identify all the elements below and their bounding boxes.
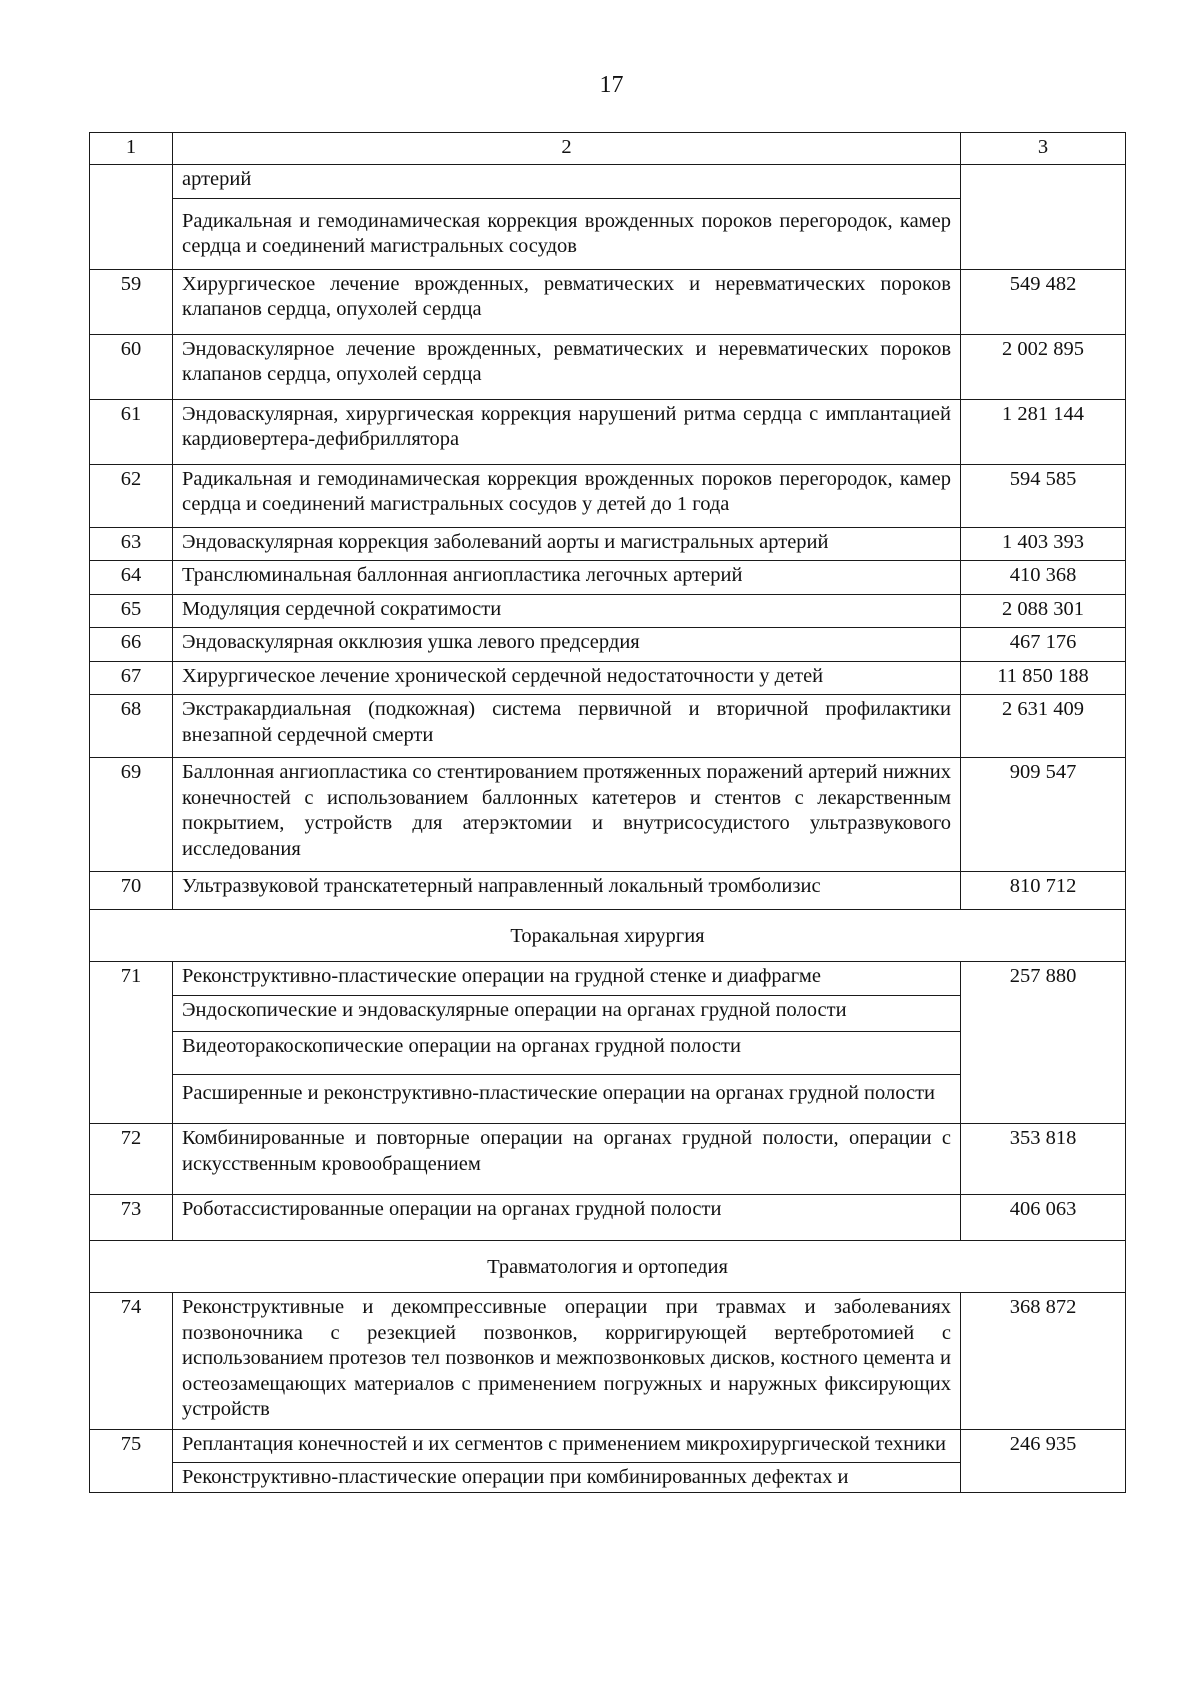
- table-row: [90, 661, 1126, 695]
- row-value: 2 002 895: [961, 334, 1126, 399]
- row-number: 66: [90, 628, 173, 662]
- header-row: [90, 133, 1126, 165]
- table-row: [90, 1429, 1126, 1463]
- row-number: 68: [90, 695, 173, 758]
- row-description: Реконструктивно-пластические операции на грудной стенке и диафрагме: [173, 962, 961, 996]
- row-number: 75: [90, 1429, 173, 1492]
- continuation-num-cell: [90, 165, 173, 270]
- row-number: 70: [90, 872, 173, 910]
- row-description: Роботассистированные операции на органах грудной полости: [173, 1195, 961, 1241]
- table-row: [90, 1124, 1126, 1195]
- row-value: 2 088 301: [961, 594, 1126, 628]
- row-number: 65: [90, 594, 173, 628]
- header-col-1: 1: [90, 133, 173, 165]
- table-row: [90, 758, 1126, 872]
- section-row-thoracic: [90, 909, 1126, 962]
- row-number: 67: [90, 661, 173, 695]
- procedures-table: [89, 132, 1126, 1493]
- table-row: [90, 464, 1126, 527]
- row-number: 63: [90, 527, 173, 561]
- row-value: 353 818: [961, 1124, 1126, 1195]
- section-row-trauma: [90, 1240, 1126, 1293]
- row-description: Ультразвуковой транскатетерный направленный локальный тромболизис: [173, 872, 961, 910]
- table-row: [90, 872, 1126, 910]
- table-row: [90, 527, 1126, 561]
- row-description: Модуляция сердечной сократимости: [173, 594, 961, 628]
- table-row: [90, 399, 1126, 464]
- row-description: Хирургическое лечение хронической сердечной недостаточности у детей: [173, 661, 961, 695]
- continuation-text-b: Радикальная и гемодинамическая коррекция врожденных пороков перегородок, камер сердца и соединений магистральных сосудов: [173, 198, 961, 269]
- row-number: 73: [90, 1195, 173, 1241]
- row-description: Эндоскопические и эндоваскулярные операции на органах грудной полости: [173, 995, 961, 1032]
- table-row: [90, 1293, 1126, 1430]
- section-title-thoracic: Торакальная хирургия: [90, 909, 1126, 962]
- row-description: Эндоваскулярная, хирургическая коррекция нарушений ритма сердца с имплантацией кардиовертера-дефибриллятора: [173, 399, 961, 464]
- row-description: Реплантация конечностей и их сегментов с применением микрохирургической техники: [173, 1429, 961, 1463]
- row-description: Реконструктивно-пластические операции при комбинированных дефектах и: [173, 1463, 961, 1493]
- row-description: Эндоваскулярная коррекция заболеваний аорты и магистральных артерий: [173, 527, 961, 561]
- table-row: [90, 561, 1126, 595]
- row-description: Экстракардиальная (подкожная) система первичной и вторичной профилактики внезапной сердечной смерти: [173, 695, 961, 758]
- row-value: 368 872: [961, 1293, 1126, 1430]
- row-value: 467 176: [961, 628, 1126, 662]
- page-number: 17: [599, 72, 624, 98]
- row-description: Эндоваскулярная окклюзия ушка левого предсердия: [173, 628, 961, 662]
- row-value: 594 585: [961, 464, 1126, 527]
- row-number: 71: [90, 962, 173, 1124]
- row-value: 406 063: [961, 1195, 1126, 1241]
- row-value: 810 712: [961, 872, 1126, 910]
- row-value: 909 547: [961, 758, 1126, 872]
- row-description: Эндоваскулярное лечение врожденных, ревматических и неревматических пороков клапанов сердца, опухолей сердца: [173, 334, 961, 399]
- row-description: Комбинированные и повторные операции на органах грудной полости, операции с искусственным кровообращением: [173, 1124, 961, 1195]
- row-value: 257 880: [961, 962, 1126, 1124]
- row-number: 60: [90, 334, 173, 399]
- section-title-trauma: Травматология и ортопедия: [90, 1240, 1126, 1293]
- row-number: 59: [90, 269, 173, 334]
- table-row: [90, 695, 1126, 758]
- row-number: 64: [90, 561, 173, 595]
- table-row: [90, 594, 1126, 628]
- row-number: 74: [90, 1293, 173, 1430]
- continuation-text-a: артерий: [173, 165, 961, 199]
- row-number: 62: [90, 464, 173, 527]
- row-value: 1 281 144: [961, 399, 1126, 464]
- table-row: [90, 1195, 1126, 1241]
- row-value: 246 935: [961, 1429, 1126, 1492]
- row-description: Баллонная ангиопластика со стентированием протяженных поражений артерий нижних конечностей с использованием баллонных катетеров и стентов с лекарственным покрытием, устройств для атерэктомии и внутрисосудистого ультразвукового исследования: [173, 758, 961, 872]
- row-description: Реконструктивные и декомпрессивные операции при травмах и заболеваниях позвоночника с резекцией позвонков, корригирующей вертебротомией с использованием протезов тел позвонков и межпозвонковых дисков, костного цемента и остеозамещающих материалов с применением погружных и наружных фиксирующих устройств: [173, 1293, 961, 1430]
- row-value: 2 631 409: [961, 695, 1126, 758]
- row-description: Расширенные и реконструктивно-пластические операции на органах грудной полости: [173, 1074, 961, 1124]
- row-number: 61: [90, 399, 173, 464]
- row-value: 549 482: [961, 269, 1126, 334]
- row-description: Транслюминальная баллонная ангиопластика легочных артерий: [173, 561, 961, 595]
- table-row: [90, 334, 1126, 399]
- row-value: 11 850 188: [961, 661, 1126, 695]
- table-row: [90, 628, 1126, 662]
- row-description: Радикальная и гемодинамическая коррекция врожденных пороков перегородок, камер сердца и соединений магистральных сосудов у детей до 1 года: [173, 464, 961, 527]
- row-value: 410 368: [961, 561, 1126, 595]
- header-col-2: 2: [173, 133, 961, 165]
- row-description: Хирургическое лечение врожденных, ревматических и неревматических пороков клапанов сердца, опухолей сердца: [173, 269, 961, 334]
- row-number: 72: [90, 1124, 173, 1195]
- row-number: 69: [90, 758, 173, 872]
- continuation-row-a: [90, 165, 1126, 199]
- continuation-value-cell: [961, 165, 1126, 270]
- header-col-3: 3: [961, 133, 1126, 165]
- row-value: 1 403 393: [961, 527, 1126, 561]
- row-description: Видеоторакоскопические операции на органах грудной полости: [173, 1032, 961, 1075]
- table-row: [90, 269, 1126, 334]
- table-row: [90, 962, 1126, 996]
